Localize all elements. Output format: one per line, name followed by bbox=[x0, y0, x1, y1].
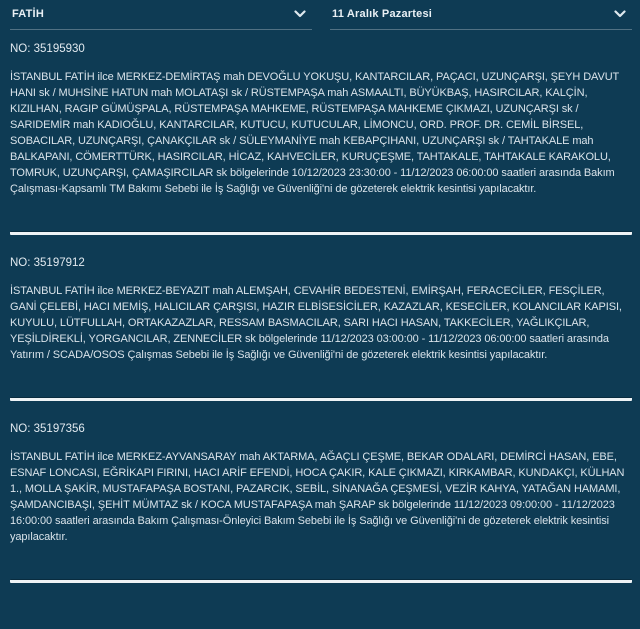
outage-list bbox=[10, 43, 632, 583]
chevron-down-icon bbox=[294, 10, 306, 18]
district-select-value: FATİH bbox=[12, 8, 44, 20]
outage-entry bbox=[10, 43, 632, 235]
outage-entry bbox=[10, 423, 632, 583]
chevron-down-icon bbox=[614, 10, 626, 18]
outage-description: İSTANBUL FATİH ilce MERKEZ-DEMİRTAŞ mah DEVOĞLU YOKUŞU, KANTARCILAR, PAÇACI, UZUNÇARŞI, ŞEYH DAVUT HANI sk / MUHSİNE HATUN mah MOLATAŞI sk / RÜSTEMPAŞA mah ASMAALTI, BÜYÜKBAŞ, HASIRCILAR, KALÇİN, KIZILHAN, RAGIP GÜMÜŞPALA, RÜSTEMPAŞA MAHKEME, RÜSTEMPAŞA MAHKEME ÇIKMAZI, UZUNÇARŞI sk / SARIDEMİR mah KADIOĞLU, KANTARCILAR, KUTUCU, KUTUCULAR, LİMONCU, ORD. PROF. DR. CEMİL BİRSEL, SOBACILAR, UZUNÇARŞI, ÇANAKÇILAR sk / SÜLEYMANİYE mah KEBAPÇIHANI, UZUNÇARŞI sk / TAHTAKALE mah BALKAPANI, CÖMERTTÜRK, HASIRCILAR, HİCAZ, KAHVECİLER, KURUÇEŞME, TAHTAKALE, TAHTAKALE KARAKOLU, TOMRUK, UZUNÇARŞI, ÇAMAŞIRCILAR sk bölgelerinde 10/12/2023 23:30:00 - 11/12/2023 06:00:00 saatleri arasında Bakım Çalışması-Kapsamlı TM Bakımı Sebebi ile İş Sağlığı ve Güvenliği'ni de gözeterek elektrik kesintisi yapılacaktır. bbox=[10, 71, 619, 195]
outage-description: İSTANBUL FATİH ilce MERKEZ-BEYAZIT mah ALEMŞAH, CEVAHİR BEDESTENİ, EMİRŞAH, FERACECİLER, FESÇİLER, GANİ ÇELEBİ, HACI MEMİŞ, HALICILAR ÇARŞISI, HAZIR ELBİSESİCİLER, KAZAZLAR, KESECİLER, KOLANCILAR KAPISI, KUYULU, LÜTFULLAH, ORTAKAZAZLAR, RESSAM BASMACILAR, SARI HACI HASAN, TAKKECİLER, YAĞLIKÇILAR, YEŞİLDİREKLİ, YORGANCILAR, ZENNECİLER sk bölgelerinde 11/12/2023 03:00:00 - 11/12/2023 06:00:00 saatleri arasında Yatırım / SCADA/OSOS Çalışmas Sebebi ile İş Sağlığı ve Güvenliği'ni de gözeterek elektrik kesintisi yapılacaktır. bbox=[10, 285, 622, 361]
section-divider bbox=[10, 231, 632, 235]
outage-number: NO: 35195930 bbox=[10, 43, 85, 55]
outage-description: İSTANBUL FATİH ilce MERKEZ-AYVANSARAY mah AKTARMA, AĞAÇLI ÇEŞME, BEKAR ODALARI, DEMİRCİ HASAN, EBE, ESNAF LONCASI, EĞRİKAPI FIRINI, HACI ARİF EFENDİ, HOCA ÇAKIR, KALE ÇIKMAZI, KIRKAMBAR, KUNDAKÇI, KÜLHAN 1., MOLLA ŞAKİR, MUSTAFAPAŞA BOSTANI, PAZARCIK, SEBİL, SİNANAĞA ÇEŞMESİ, VEZİR KAHYA, YATAĞAN HAMAMI, ŞAMDANCIBAŞI, ŞEHİT MÜMTAZ sk / KOCA MUSTAFAPAŞA mah ŞARAP sk bölgelerinde 11/12/2023 09:00:00 - 11/12/2023 16:00:00 saatleri arasında Bakım Çalışması-Önleyici Bakım Sebebi ile İş Sağlığı ve Güvenliği'ni de gözeterek elektrik kesintisi yapılacaktır. bbox=[10, 451, 625, 543]
outage-number: NO: 35197356 bbox=[10, 423, 85, 435]
district-select[interactable] bbox=[10, 8, 312, 30]
filters-bar bbox=[10, 0, 632, 30]
date-select-value: 11 Aralık Pazartesi bbox=[332, 8, 433, 20]
section-divider bbox=[10, 579, 632, 583]
outage-number: NO: 35197912 bbox=[10, 257, 85, 269]
date-select[interactable] bbox=[330, 8, 632, 30]
section-divider bbox=[10, 397, 632, 401]
outage-entry bbox=[10, 257, 632, 401]
